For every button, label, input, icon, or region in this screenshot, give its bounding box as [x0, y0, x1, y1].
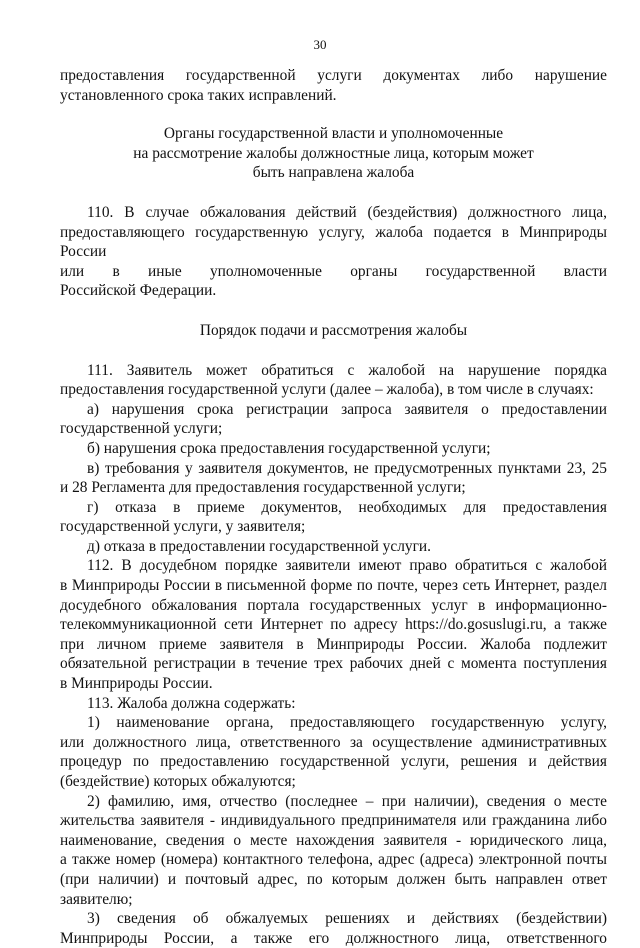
text-line: обязательной регистрации в течение трех рабочих дней с момента поступления [60, 655, 607, 673]
text-line: при личном приеме заявителя в Минприроды России. Жалоба подлежит [60, 635, 607, 653]
text-line: и 28 Регламента для предоставления государственной услуги; [60, 479, 466, 497]
text-line: государственной услуги, у заявителя; [60, 518, 306, 536]
text-line: 113. Жалоба должна содержать: [87, 694, 296, 712]
text-line: государственной услуги; [60, 420, 223, 438]
text-line: быть направлена жалоба [252, 164, 415, 182]
text-line: предоставления государственной услуги (далее – жалоба), в том числе в случаях: [60, 381, 594, 399]
text-line: в Минприроды России. [60, 675, 213, 693]
text-line: 110. В случае обжалования действий (бездействия) должностного лица, [87, 203, 607, 221]
paragraph-111 [60, 361, 607, 400]
page-content [60, 66, 607, 948]
text-line: наименование, сведения о месте нахождения заявителя - юридического лица, [60, 831, 607, 849]
text-line: Российской Федерации. [60, 282, 217, 300]
text-line: жительства заявителя - индивидуального предпринимателя или гражданина либо [60, 812, 607, 830]
text-line: Порядок подачи и рассмотрения жалобы [199, 321, 468, 339]
text-line: (при наличии) и почтовый адрес, по которым должен быть направлен ответ [60, 870, 607, 888]
paragraph-111-a [60, 400, 607, 439]
paragraph-113-2 [60, 792, 607, 910]
text-line: предоставляющего государственную услугу, жалоба подается в Минприроды России [60, 223, 607, 261]
text-line: (бездействие) которых обжалуются; [60, 773, 296, 790]
text-line: Органы государственной власти и уполномоченные [163, 125, 504, 143]
text-line: в) требования у заявителя документов, не предусмотренных пунктами 23, 25 [87, 459, 607, 477]
text-line: или должностного лица, ответственного за осуществление административных [60, 733, 607, 751]
paragraph-111-b [60, 439, 607, 459]
paragraph-113-3 [60, 909, 607, 948]
text-line: г) отказа в приеме документов, необходимых для предоставления [87, 498, 607, 516]
paragraph-111-v [60, 459, 607, 498]
text-line: 111. Заявитель может обратиться с жалобой на нарушение порядка [87, 361, 607, 379]
text-line: на рассмотрение жалобы должностные лица, которым может [133, 144, 534, 162]
paragraph-113 [60, 694, 607, 714]
section-heading-procedure [60, 321, 607, 341]
text-line: заявителю; [60, 890, 133, 908]
text-line: а) нарушения срока регистрации запроса заявителя о предоставлении [87, 400, 607, 418]
paragraph-110 [60, 203, 607, 301]
text-line: 112. В досудебном порядке заявители имеют право обратиться с жалобой [87, 557, 607, 575]
text-line: предоставления государственной услуги документах либо нарушение [60, 67, 607, 84]
text-line: процедур по предоставлению государственной услуги, решения и действия [60, 753, 607, 771]
text-line: 2) фамилию, имя, отчество (последнее – при наличии), сведения о месте [87, 792, 607, 810]
paragraph-113-1 [60, 713, 607, 791]
page-number: 30 [313, 37, 327, 52]
text-line: а также номер (номера) контактного телефона, адрес (адреса) электронной почты [60, 851, 607, 869]
text-line: или в иные уполномоченные органы государственной власти [60, 262, 607, 280]
paragraph-112 [60, 556, 607, 693]
text-line: б) нарушения срока предоставления государственной услуги; [87, 439, 491, 457]
text-line: д) отказа в предоставлении государственной услуги. [87, 537, 431, 555]
paragraph-111-g [60, 498, 607, 537]
section-heading-authorities [60, 124, 607, 183]
text-line: 3) сведения об обжалуемых решениях и действиях (бездействии) [87, 910, 607, 928]
text-line: установленного срока таких исправлений. [60, 86, 337, 104]
text-line: Минприроды России, а также его должностного лица, ответственного [60, 929, 607, 947]
paragraph-continuation [60, 66, 607, 105]
paragraph-111-d [60, 537, 607, 557]
text-line: 1) наименование органа, предоставляющего государственную услугу, [87, 714, 607, 732]
text-line: в Минприроды России в письменной форме по почте, через сеть Интернет, раздел [60, 577, 607, 595]
text-line: телекоммуникационной сети Интернет по адресу https://do.gosuslugi.ru, а также [60, 616, 607, 634]
text-line: досудебного обжалования портала государственных услуг в информационно- [60, 596, 607, 614]
